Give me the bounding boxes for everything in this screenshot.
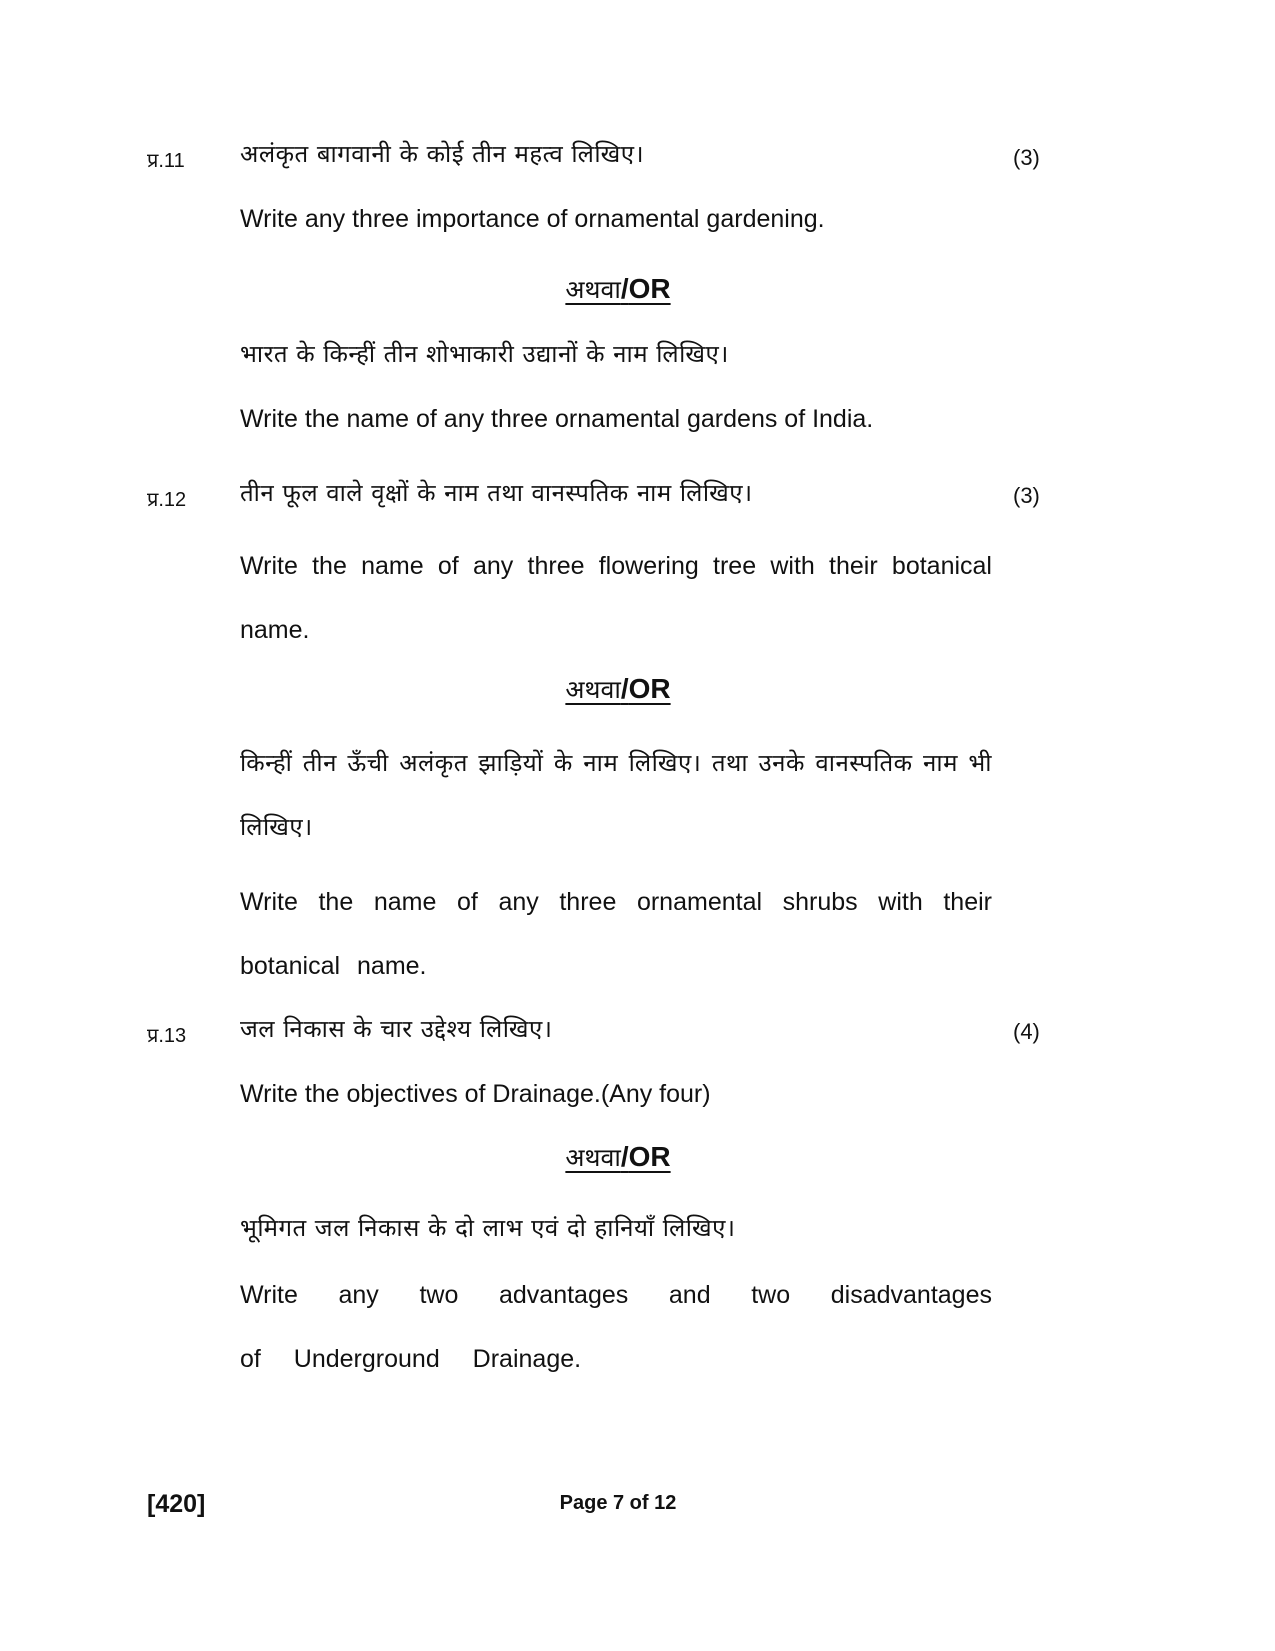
alternative-question-english: Write the name of any three ornamental shrubs with their botanical name. (240, 888, 992, 980)
question-english: Write the objectives of Drainage.(Any four) (240, 1080, 711, 1108)
or-hindi: अथवा (565, 275, 621, 304)
question-english: Write any three importance of ornamental gardening. (240, 205, 825, 233)
or-separator (0, 272, 1236, 306)
question-marks: (3) (1013, 483, 1040, 508)
alternative-question-english: Write the name of any three ornamental gardens of India. (240, 405, 874, 433)
question-hindi: जल निकास के चार उद्देश्य लिखिए। (240, 1015, 553, 1043)
question-number: प्र.11 (147, 150, 185, 172)
or-english: OR (628, 673, 671, 704)
alternative-question-hindi: किन्हीं तीन ऊँची अलंकृत झाड़ियों के नाम लिखिए। तथा उनके वानस्पतिक नाम भी लिखिए। (240, 749, 992, 841)
page-number: Page 7 of 12 (559, 1492, 677, 1514)
question-marks: (4) (1013, 1019, 1040, 1044)
or-slash: / (620, 1141, 629, 1172)
or-separator (0, 1140, 1236, 1174)
or-slash: / (620, 673, 629, 704)
or-english: OR (628, 1141, 671, 1172)
question-hindi: तीन फूल वाले वृक्षों के नाम तथा वानस्पतिक नाम लिखिए। (240, 479, 753, 507)
or-english: OR (628, 273, 671, 304)
alternative-question-hindi: भारत के किन्हीं तीन शोभाकारी उद्यानों के नाम लिखिए। (240, 340, 729, 368)
question-marks: (3) (1013, 145, 1040, 170)
question-number: प्र.12 (147, 489, 187, 511)
question-english: Write the name of any three flowering tree with their botanical name. (240, 552, 992, 644)
alternative-question-hindi: भूमिगत जल निकास के दो लाभ एवं दो हानियाँ लिखिए। (240, 1214, 736, 1242)
question-number: प्र.13 (147, 1025, 187, 1047)
question-hindi: अलंकृत बागवानी के कोई तीन महत्व लिखिए। (240, 140, 645, 168)
or-slash: / (620, 273, 629, 304)
paper-code: [420] (147, 1490, 206, 1518)
alternative-question-english: Write any two advantages and two disadvantages of Underground Drainage. (240, 1281, 992, 1373)
or-hindi: अथवा (565, 675, 621, 704)
or-hindi: अथवा (565, 1143, 621, 1172)
or-separator (0, 672, 1236, 706)
